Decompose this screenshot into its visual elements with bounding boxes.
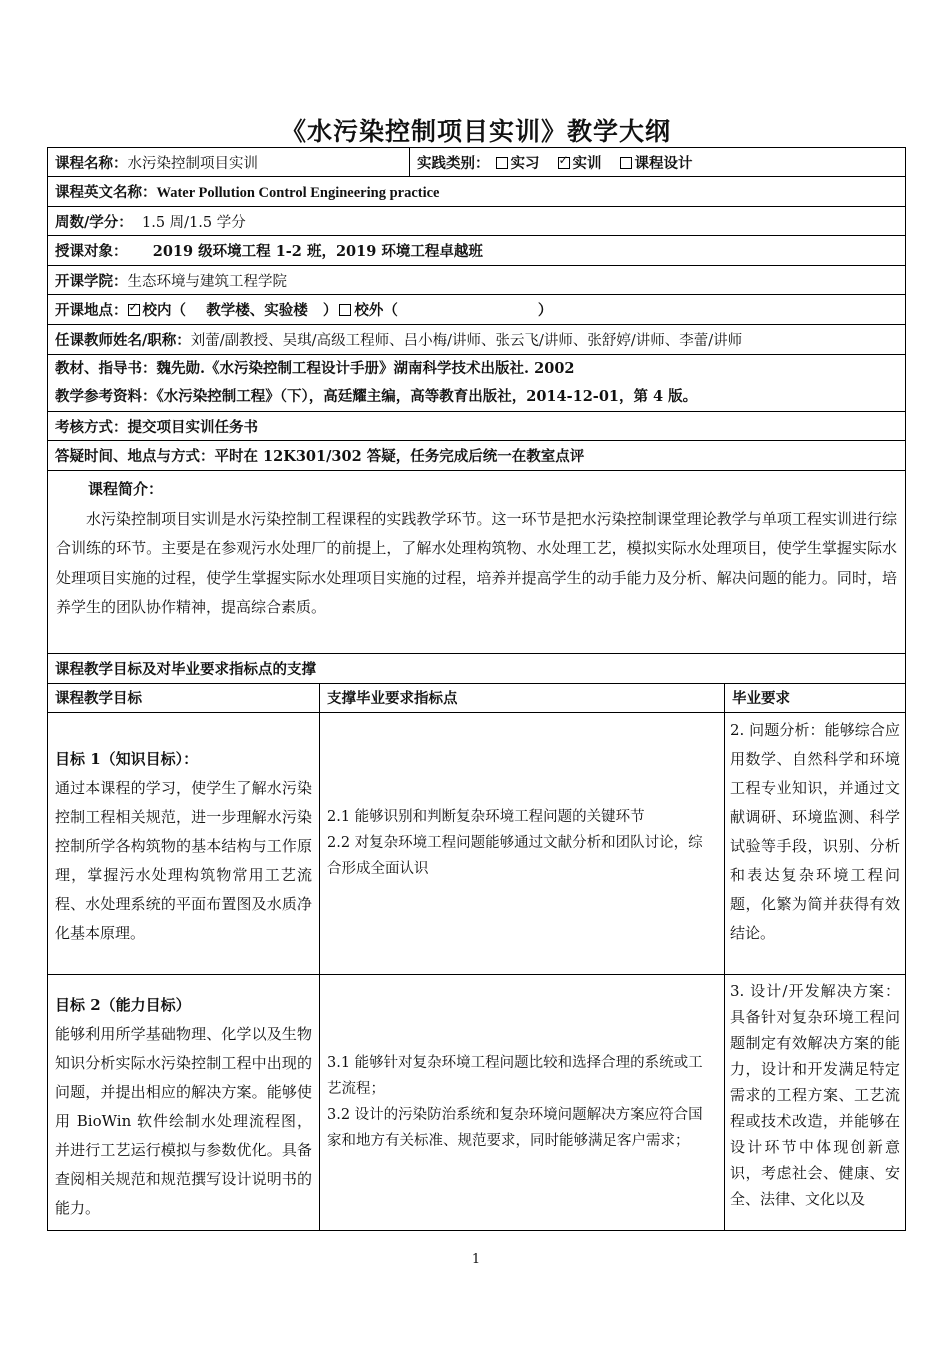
weeks-credits-label: 周数/学分： <box>55 213 133 231</box>
college-cell <box>48 266 906 295</box>
objective-row-2 <box>48 974 906 1230</box>
indicator-1-1: 2.1 能够识别和判断复杂环境工程问题的关键环节 <box>327 809 645 825</box>
weeks-credits-value: 1.5 周/1.5 学分 <box>142 214 246 231</box>
row-course-name <box>48 148 906 177</box>
audience-value: 2019 级环境工程 1-2 班，2019 环境工程卓越班 <box>152 243 483 260</box>
location-close-2: ） <box>537 302 553 319</box>
intro-heading: 课程简介： <box>88 480 164 498</box>
header-goal: 课程教学目标 <box>48 683 320 712</box>
weeks-credits-cell <box>48 207 906 236</box>
goal-body-2: 能够利用所学基础物理、化学以及生物知识分析实际水污染控制工程中出现的问题，并提出相应的解决方案。能够使用 BioWin 软件绘制水处理流程图，并进行工艺运行模拟与参数优化。具备查阅相关规范和规范撰写设计说明书的能力。 <box>55 1024 312 1217</box>
row-location <box>48 295 906 325</box>
english-name-value: Water Pollution Control Engineering practice <box>156 185 440 201</box>
course-name-value: 水污染控制项目实训 <box>127 155 258 172</box>
row-english-name <box>48 177 906 207</box>
practice-option-2: 课程设计 <box>634 154 693 172</box>
textbook-cell <box>48 355 906 412</box>
row-textbook <box>48 355 906 412</box>
location-inside-detail: 教学楼、实验楼 <box>206 302 308 319</box>
checkbox-training-checked[interactable] <box>558 157 570 169</box>
english-name-cell <box>48 177 906 207</box>
requirement-cell-1: 2. 问题分析：能够综合应用数学、自然科学和环境工程专业知识，并通过文献调研、环境监测、科学试验等手段，识别、分析和表达复杂环境工程问题，化繁为简并获得有效结论。 <box>725 712 906 974</box>
row-intro <box>48 471 906 654</box>
location-cell <box>48 295 906 325</box>
row-audience <box>48 236 906 266</box>
practice-type-label: 实践类别： <box>417 154 490 172</box>
qa-cell: 答疑时间、地点与方式：平时在 12K301/302 答疑，任务完成后统一在教室点评 <box>48 441 906 471</box>
goal-body-1: 通过本课程的学习，使学生了解水污染控制工程相关规范，进一步理解水污染控制所学各构筑物的基本结构与工作原理，掌握污水处理构筑物常用工艺流程、水处理系统的平面布置图及水质净化基本原理。 <box>55 778 312 942</box>
goal-cell-2 <box>48 974 320 1230</box>
header-indicators: 支撑毕业要求指标点 <box>320 683 725 712</box>
indicator-2-1: 3.1 能够针对复杂环境工程问题比较和选择合理的系统或工艺流程； <box>327 1055 703 1097</box>
row-college <box>48 266 906 295</box>
page-number: 1 <box>471 1252 481 1267</box>
location-close-1: ） <box>322 302 338 319</box>
teachers-cell <box>48 325 906 355</box>
practice-option-0: 实习 <box>510 154 540 172</box>
location-label: 开课地点： <box>55 302 128 319</box>
row-teachers <box>48 325 906 355</box>
goal-title-1: 目标 1（知识目标）： <box>55 749 199 768</box>
requirement-cell-2: 3. 设计/开发解决方案：具备针对复杂环境工程问题制定有效解决方案的能力，设计和开发满足特定需求的工程方案、工艺流程或技术改造，并能够在设计环节中体现创新意识，考虑社会、健康、安全、法律、文化以及 <box>725 974 906 1230</box>
row-objectives-header <box>48 683 906 712</box>
document-title: 《水污染控制项目实训》教学大纲 <box>280 117 671 146</box>
objective-row-1 <box>48 712 906 974</box>
reference-line: 教学参考资料：《水污染控制工程》（下），高廷耀主编，高等教育出版社，2014-12-01，第 4 版。 <box>55 388 698 405</box>
syllabus-table <box>47 147 906 1231</box>
row-assessment <box>48 412 906 441</box>
practice-type-cell <box>410 148 906 177</box>
intro-body: 水污染控制项目实训是水污染控制工程课程的实践教学环节。这一环节是把水污染控制课堂理论教学与单项工程实训进行综合训练的环节。主要是在参观污水处理厂的前提上，了解水处理构筑物、水处理工艺，模拟实际水处理项目，使学生掌握实际水处理项目实施的过程，使学生掌握实际水处理项目实施的过程，培养并提高学生的动手能力及分析、解决问题的能力。同时，培养学生的团队协作精神，提高综合素质。 <box>56 509 897 616</box>
location-inside: 校内（ <box>142 302 186 319</box>
header-requirement: 毕业要求 <box>725 683 906 712</box>
indicators-cell-1 <box>320 712 725 974</box>
indicators-cell-2 <box>320 974 725 1230</box>
row-weeks-credits <box>48 207 906 236</box>
goal-title-2: 目标 2（能力目标） <box>55 995 191 1014</box>
college-label: 开课学院： <box>55 272 128 290</box>
assessment-cell: 考核方式：提交项目实训任务书 <box>48 412 906 441</box>
practice-option-1: 实训 <box>572 154 602 172</box>
checkbox-internship[interactable] <box>496 157 508 169</box>
checkbox-course-design[interactable] <box>620 157 632 169</box>
indicator-1-2: 2.2 对复杂环境工程问题能够通过文献分析和团队讨论，综合形成全面认识 <box>327 835 703 877</box>
row-qa <box>48 441 906 471</box>
teachers-label: 任课教师姓名/职称： <box>55 332 191 349</box>
row-objectives-title <box>48 653 906 683</box>
english-name-label: 课程英文名称： <box>55 184 157 201</box>
goal-cell-1 <box>48 712 320 974</box>
objectives-section-title: 课程教学目标及对毕业要求指标点的支撑 <box>48 653 906 683</box>
indicator-2-2: 3.2 设计的污染防治系统和复杂环境问题解决方案应符合国家和地方有关标准、规范要求，同时能够满足客户需求； <box>327 1107 703 1149</box>
checkbox-off-campus[interactable] <box>339 304 351 316</box>
college-value: 生态环境与建筑工程学院 <box>127 273 287 290</box>
audience-cell <box>48 236 906 266</box>
textbook-line: 教材、指导书：魏先勋.《水污染控制工程设计手册》湖南科学技术出版社. 2002 <box>55 360 575 377</box>
location-outside: 校外（ <box>354 302 398 319</box>
intro-cell <box>48 471 906 654</box>
course-name-label: 课程名称： <box>55 154 128 172</box>
teachers-value: 刘蕾/副教授、吴琪/高级工程师、吕小梅/讲师、张云飞/讲师、张舒婷/讲师、李蕾/讲师 <box>190 333 743 349</box>
checkbox-on-campus-checked[interactable] <box>128 304 140 316</box>
audience-label: 授课对象： <box>55 243 128 260</box>
course-name-cell <box>48 148 410 177</box>
